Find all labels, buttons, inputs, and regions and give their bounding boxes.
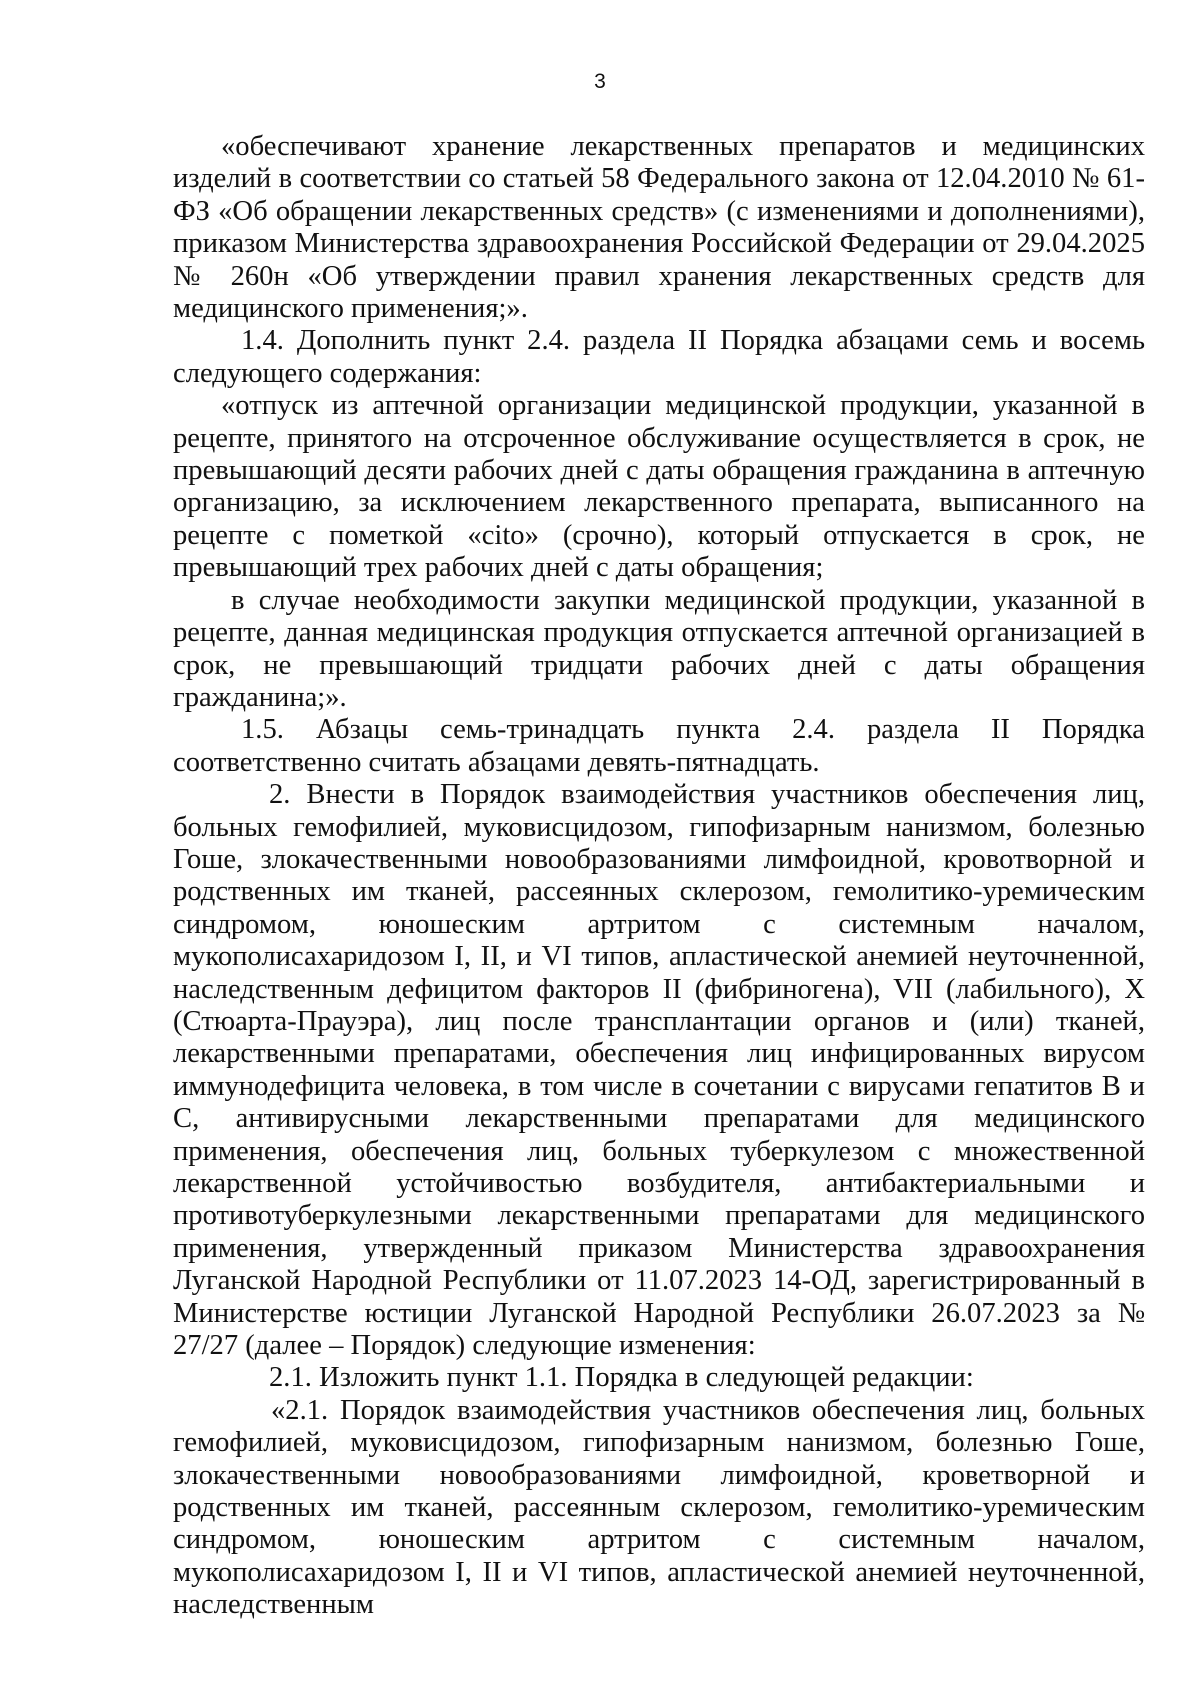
paragraph-deferred-dispensing: «отпуск из аптечной организации медицинской продукции, указанной в рецепте, принятого на отсроченное обслуживание осуществляется в срок, не превышающий десяти рабочих дней с даты обращения гражданина в аптечную организацию, за исключением лекарственного препарата, выписанного на рецепте с пометкой «cito» (срочно), который отпускается в срок, не превышающий трех рабочих дней с даты обращения; <box>173 390 1145 584</box>
paragraph-1-4: 1.4. Дополнить пункт 2.4. раздела II Порядка абзацами семь и восемь следующего содержания: <box>173 325 1145 389</box>
paragraph-2-amendments: 2. Внести в Порядок взаимодействия участников обеспечения лиц, больных гемофилией, муковисцидозом, гипофизарным нанизмом, болезнью Гоше, злокачественными новообразованиями лимфоидной, кровотворной и родственных им тканей, рассеянных склерозом, гемолитико-уремическим синдромом, юношеским артритом с системным началом, мукополисахаридозом I, II, и VI типов, апластической анемией неуточненной, наследственным дефицитом факторов II (фибриногена), VII (лабильного), X (Стюарта-Прауэра), лиц после трансплантации органов и (или) тканей, лекарственными препаратами, обеспечения лиц инфицированных вирусом иммунодефицита человека, в том числе в сочетании с вирусами гепатитов B и C, антивирусными лекарственными препаратами для медицинского применения, обеспечения лиц, больных туберкулезом с множественной лекарственной устойчивостью возбудителя, антибактериальными и противотуберкулезными лекарственными препаратами для медицинского применения, утвержденный приказом Министерства здравоохранения Луганской Народной Республики от 11.07.2023 14-ОД, зарегистрированный в Министерстве юстиции Луганской Народной Республики 26.07.2023 за № 27/27 (далее – Порядок) следующие изменения: <box>173 779 1145 1362</box>
document-body <box>173 131 1145 1622</box>
paragraph-procurement-case: в случае необходимости закупки медицинской продукции, указанной в рецепте, данная медицинская продукция отпускается аптечной организацией в срок, не превышающий тридцати рабочих дней с даты обращения гражданина;». <box>173 584 1145 713</box>
page-number: 3 <box>594 70 606 93</box>
paragraph-quoted-2-1: «2.1. Порядок взаимодействия участников обеспечения лиц, больных гемофилией, муковисцидозом, гипофизарным нанизмом, болезнью Гоше, злокачественными новообразованиями лимфоидной, кроветворной и родственных им тканей, рассеянным склерозом, гемолитико-уремическим синдромом, юношеским артритом с системным началом, мукополисахаридозом I, II и VI типов, апластической анемией неуточненной, наследственным <box>173 1394 1145 1621</box>
paragraph-storage-requirements: «обеспечивают хранение лекарственных препаратов и медицинских изделий в соответствии со статьей 58 Федерального закона от 12.04.2010 № 61-ФЗ «Об обращении лекарственных средств» (с изменениями и дополнениями), приказом Министерства здравоохранения Российской Федерации от 29.04.2025 № 260н «Об утверждении правил хранения лекарственных средств для медицинского применения;». <box>173 131 1145 325</box>
paragraph-1-5: 1.5. Абзацы семь-тринадцать пункта 2.4. раздела II Порядка соответственно считать абзацами девять-пятнадцать. <box>173 714 1145 778</box>
paragraph-2-1: 2.1. Изложить пункт 1.1. Порядка в следующей редакции: <box>269 1362 974 1394</box>
